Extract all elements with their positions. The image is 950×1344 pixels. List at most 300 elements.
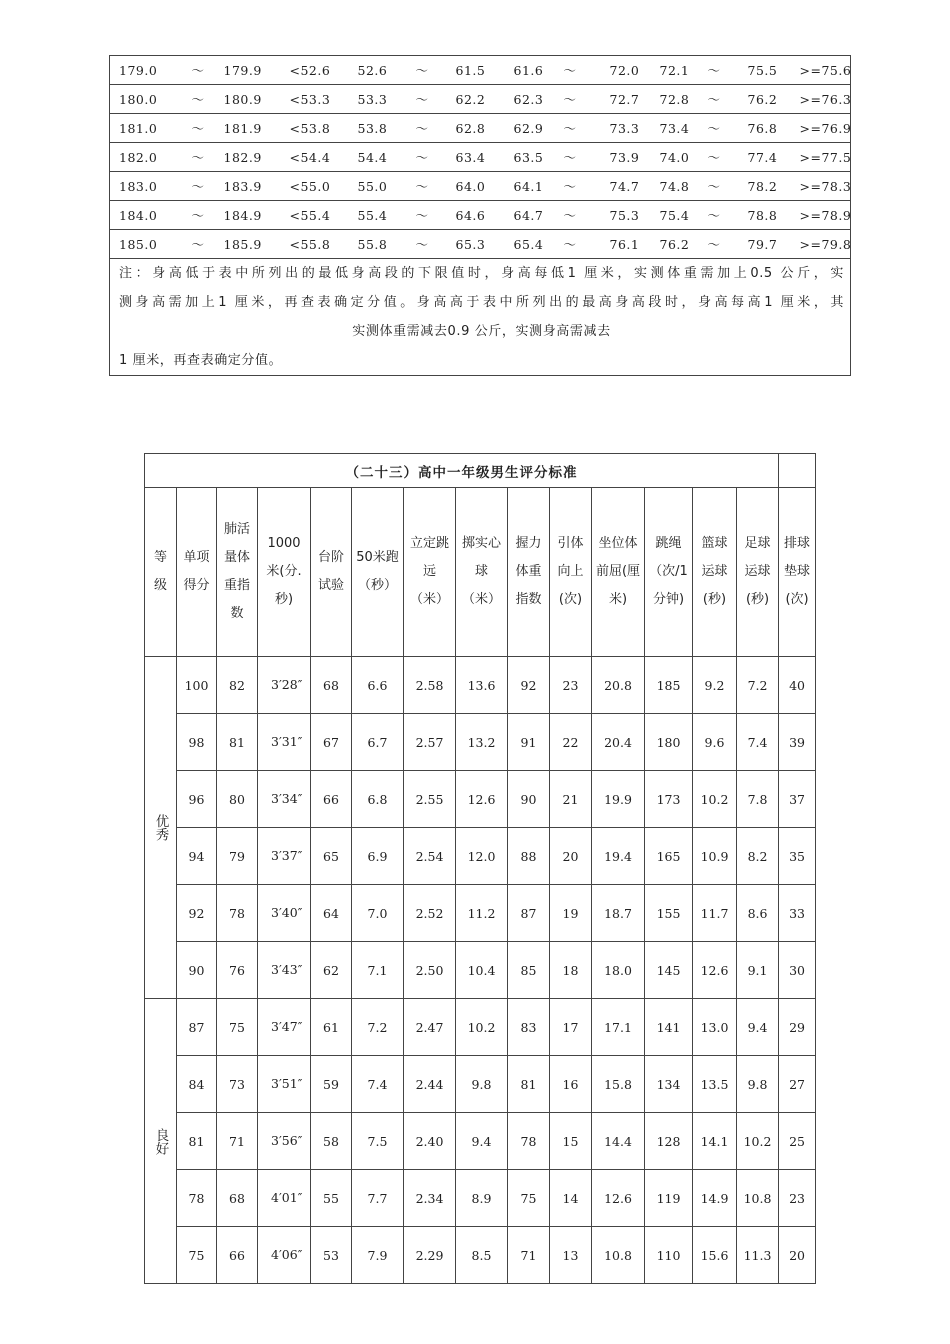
cell-run50: 7.2 [352, 999, 404, 1056]
column-header [311, 488, 352, 657]
cell-rope: 110 [645, 1227, 693, 1284]
time-value: 3′37″ [271, 848, 303, 863]
column-header-label: 1000米(分.秒) [266, 536, 302, 607]
column-header-label: 掷实心球（米） [461, 536, 501, 607]
table-cell: 77.4 [739, 143, 791, 172]
scoring-table-body [145, 657, 816, 1284]
column-header [779, 488, 816, 657]
cell-step: 68 [311, 657, 352, 714]
table-cell: 75.5 [739, 56, 791, 85]
table-cell: 78.8 [739, 201, 791, 230]
cell-jump: 2.29 [404, 1227, 456, 1284]
table-cell: ～ [555, 201, 601, 230]
table-cell: 74.0 [651, 143, 699, 172]
cell-score: 96 [177, 771, 217, 828]
cell-sitreach: 15.8 [592, 1056, 645, 1113]
cell-football: 7.4 [737, 714, 779, 771]
cell-pullup: 14 [550, 1170, 592, 1227]
table-cell: ～ [699, 230, 739, 259]
cell-grip: 75 [508, 1170, 550, 1227]
table-row [110, 143, 851, 172]
time-value: 4′06″ [271, 1247, 303, 1262]
column-header [592, 488, 645, 657]
cell-lung: 71 [217, 1113, 258, 1170]
cell-volleyball: 40 [779, 657, 816, 714]
table-cell: 62.9 [505, 114, 555, 143]
cell-run1000 [258, 1170, 311, 1227]
cell-volleyball: 30 [779, 942, 816, 999]
column-header-label: 单项得分 [183, 550, 210, 593]
table-cell: <55.4 [281, 201, 349, 230]
cell-basketball: 14.9 [693, 1170, 737, 1227]
table-cell: <55.8 [281, 230, 349, 259]
cell-step: 53 [311, 1227, 352, 1284]
cell-sitreach: 14.4 [592, 1113, 645, 1170]
cell-grip: 85 [508, 942, 550, 999]
note-row [110, 259, 851, 376]
table-cell: ～ [407, 114, 447, 143]
table-cell: 61.5 [447, 56, 505, 85]
cell-run50: 6.7 [352, 714, 404, 771]
cell-basketball: 13.5 [693, 1056, 737, 1113]
time-value: 3′47″ [271, 1019, 303, 1034]
cell-pullup: 22 [550, 714, 592, 771]
table-cell: 181.0 [110, 114, 183, 143]
cell-run50: 7.1 [352, 942, 404, 999]
cell-step: 65 [311, 828, 352, 885]
cell-ball: 12.0 [456, 828, 508, 885]
table-cell: 53.8 [349, 114, 407, 143]
cell-grip: 71 [508, 1227, 550, 1284]
cell-lung: 79 [217, 828, 258, 885]
cell-football: 8.2 [737, 828, 779, 885]
table-cell: 79.7 [739, 230, 791, 259]
cell-football: 7.8 [737, 771, 779, 828]
table-cell: 62.2 [447, 85, 505, 114]
note-line: 实测体重需减去0.9 公斤，实测身高需减去 [352, 324, 611, 339]
cell-ball: 8.9 [456, 1170, 508, 1227]
table-cell: <53.8 [281, 114, 349, 143]
cell-run1000 [258, 999, 311, 1056]
cell-jump: 2.47 [404, 999, 456, 1056]
cell-football: 8.6 [737, 885, 779, 942]
cell-grip: 88 [508, 828, 550, 885]
table-cell: 65.4 [505, 230, 555, 259]
table-cell: 76.1 [601, 230, 651, 259]
scoring-standard-table [144, 453, 816, 1284]
cell-ball: 10.4 [456, 942, 508, 999]
cell-run1000 [258, 1056, 311, 1113]
cell-jump: 2.58 [404, 657, 456, 714]
column-header-label: 篮球运球(秒) [701, 536, 728, 607]
time-value: 4′01″ [271, 1190, 303, 1205]
cell-football: 10.2 [737, 1113, 779, 1170]
time-value: 3′34″ [271, 791, 303, 806]
table-cell: 180.0 [110, 85, 183, 114]
cell-run50: 7.4 [352, 1056, 404, 1113]
table-cell: ～ [183, 230, 215, 259]
cell-lung: 66 [217, 1227, 258, 1284]
column-header [404, 488, 456, 657]
note-line: 测身高需加上1 厘米，再查表确定分值。身高高于表中所列出的最高身高段时，身高每高1 厘米，其 [119, 295, 844, 310]
cell-lung: 81 [217, 714, 258, 771]
table-cell: ～ [183, 172, 215, 201]
note-line: 1 厘米，再查表确定分值。 [119, 353, 283, 368]
table-cell: 76.8 [739, 114, 791, 143]
cell-volleyball: 20 [779, 1227, 816, 1284]
cell-run1000 [258, 714, 311, 771]
cell-pullup: 13 [550, 1227, 592, 1284]
table-cell: 73.9 [601, 143, 651, 172]
cell-pullup: 19 [550, 885, 592, 942]
cell-jump: 2.50 [404, 942, 456, 999]
cell-rope: 180 [645, 714, 693, 771]
cell-run1000 [258, 942, 311, 999]
cell-score: 90 [177, 942, 217, 999]
table-cell: 63.5 [505, 143, 555, 172]
cell-lung: 76 [217, 942, 258, 999]
column-header-label: 排球垫球(次) [784, 536, 811, 607]
cell-run50: 6.8 [352, 771, 404, 828]
table-cell: 180.9 [215, 85, 281, 114]
table-row [145, 714, 816, 771]
table-cell: 55.4 [349, 201, 407, 230]
table-cell: ～ [183, 114, 215, 143]
cell-jump: 2.44 [404, 1056, 456, 1113]
table-cell: 63.4 [447, 143, 505, 172]
column-header [737, 488, 779, 657]
cell-jump: 2.52 [404, 885, 456, 942]
cell-grip: 90 [508, 771, 550, 828]
cell-run50: 7.0 [352, 885, 404, 942]
column-header-label: 跳绳（次/1分钟) [649, 536, 688, 607]
cell-volleyball: 25 [779, 1113, 816, 1170]
table-cell: 75.3 [601, 201, 651, 230]
table-row [145, 1170, 816, 1227]
cell-ball: 12.6 [456, 771, 508, 828]
cell-score: 100 [177, 657, 217, 714]
cell-football: 10.8 [737, 1170, 779, 1227]
table-note [110, 259, 851, 376]
column-header-label: 立定跳远（米） [409, 536, 449, 607]
table-cell: ～ [699, 85, 739, 114]
table-cell: ～ [407, 172, 447, 201]
table-cell: >=75.6 [791, 56, 851, 85]
table-cell: 64.1 [505, 172, 555, 201]
cell-football: 9.1 [737, 942, 779, 999]
time-value: 3′51″ [271, 1076, 303, 1091]
cell-run50: 6.6 [352, 657, 404, 714]
table-cell: >=77.5 [791, 143, 851, 172]
table-cell: ～ [407, 143, 447, 172]
table-cell: 64.6 [447, 201, 505, 230]
column-header-label: 肺活量体重指数 [223, 522, 250, 621]
cell-step: 62 [311, 942, 352, 999]
table-row [145, 942, 816, 999]
cell-jump: 2.55 [404, 771, 456, 828]
cell-sitreach: 17.1 [592, 999, 645, 1056]
table-cell: >=78.3 [791, 172, 851, 201]
cell-jump: 2.54 [404, 828, 456, 885]
cell-step: 59 [311, 1056, 352, 1113]
table-cell: 73.3 [601, 114, 651, 143]
table-cell: 54.4 [349, 143, 407, 172]
table-cell: 75.4 [651, 201, 699, 230]
table-cell: 185.0 [110, 230, 183, 259]
table-cell: <53.3 [281, 85, 349, 114]
table-cell: 73.4 [651, 114, 699, 143]
cell-run1000 [258, 1227, 311, 1284]
cell-score: 75 [177, 1227, 217, 1284]
cell-run1000 [258, 771, 311, 828]
cell-score: 87 [177, 999, 217, 1056]
table-cell: ～ [407, 230, 447, 259]
cell-basketball: 13.0 [693, 999, 737, 1056]
table-cell: 65.3 [447, 230, 505, 259]
cell-basketball: 12.6 [693, 942, 737, 999]
cell-grip: 78 [508, 1113, 550, 1170]
cell-lung: 68 [217, 1170, 258, 1227]
cell-step: 64 [311, 885, 352, 942]
cell-ball: 8.5 [456, 1227, 508, 1284]
cell-ball: 9.4 [456, 1113, 508, 1170]
table-cell: 182.9 [215, 143, 281, 172]
table-cell: ～ [183, 201, 215, 230]
column-header-label: 引体向上(次) [557, 536, 584, 607]
table-cell: 62.8 [447, 114, 505, 143]
table-cell: 78.2 [739, 172, 791, 201]
cell-football: 7.2 [737, 657, 779, 714]
cell-rope: 119 [645, 1170, 693, 1227]
time-value: 3′40″ [271, 905, 303, 920]
cell-step: 58 [311, 1113, 352, 1170]
cell-pullup: 21 [550, 771, 592, 828]
table-cell: 52.6 [349, 56, 407, 85]
cell-run50: 7.7 [352, 1170, 404, 1227]
table-cell: ～ [555, 56, 601, 85]
time-value: 3′56″ [271, 1133, 303, 1148]
table-cell: 72.0 [601, 56, 651, 85]
cell-pullup: 15 [550, 1113, 592, 1170]
cell-basketball: 11.7 [693, 885, 737, 942]
table-cell: ～ [699, 114, 739, 143]
cell-pullup: 16 [550, 1056, 592, 1113]
cell-step: 55 [311, 1170, 352, 1227]
cell-basketball: 9.6 [693, 714, 737, 771]
cell-ball: 9.8 [456, 1056, 508, 1113]
cell-step: 66 [311, 771, 352, 828]
cell-rope: 134 [645, 1056, 693, 1113]
table-row [145, 1113, 816, 1170]
cell-volleyball: 27 [779, 1056, 816, 1113]
table-cell: ～ [555, 143, 601, 172]
cell-basketball: 14.1 [693, 1113, 737, 1170]
column-header [550, 488, 592, 657]
cell-score: 98 [177, 714, 217, 771]
cell-jump: 2.34 [404, 1170, 456, 1227]
cell-step: 67 [311, 714, 352, 771]
column-header [693, 488, 737, 657]
cell-rope: 165 [645, 828, 693, 885]
column-header [258, 488, 311, 657]
cell-run1000 [258, 657, 311, 714]
column-header-label: 足球运球(秒) [744, 536, 771, 607]
table-title-row [145, 454, 816, 488]
table-cell: 179.9 [215, 56, 281, 85]
cell-rope: 155 [645, 885, 693, 942]
table-cell: 74.7 [601, 172, 651, 201]
column-header [145, 488, 177, 657]
cell-step: 61 [311, 999, 352, 1056]
cell-run50: 7.9 [352, 1227, 404, 1284]
column-header-label: 台阶试验 [317, 550, 344, 593]
cell-ball: 11.2 [456, 885, 508, 942]
table-cell: 61.6 [505, 56, 555, 85]
table-cell: ～ [699, 143, 739, 172]
table-header-row [145, 488, 816, 657]
cell-football: 9.4 [737, 999, 779, 1056]
table-cell: ～ [183, 85, 215, 114]
table-row [145, 1056, 816, 1113]
cell-sitreach: 18.0 [592, 942, 645, 999]
grade-label: 良好 [145, 999, 177, 1284]
cell-grip: 81 [508, 1056, 550, 1113]
cell-grip: 91 [508, 714, 550, 771]
cell-run1000 [258, 828, 311, 885]
cell-lung: 82 [217, 657, 258, 714]
table-row [145, 828, 816, 885]
time-value: 3′31″ [271, 734, 303, 749]
table-cell: >=76.9 [791, 114, 851, 143]
height-weight-table-body [110, 56, 851, 259]
column-header [352, 488, 404, 657]
cell-football: 9.8 [737, 1056, 779, 1113]
table-cell: 74.8 [651, 172, 699, 201]
table-cell: 181.9 [215, 114, 281, 143]
table-cell: 62.3 [505, 85, 555, 114]
table-cell: 72.8 [651, 85, 699, 114]
cell-volleyball: 37 [779, 771, 816, 828]
cell-basketball: 10.2 [693, 771, 737, 828]
cell-lung: 78 [217, 885, 258, 942]
table-cell: ～ [555, 85, 601, 114]
note-line: 注：身高低于表中所列出的最低身高段的下限值时，身高每低1 厘米，实测体重需加上0.5 公斤，实 [119, 266, 844, 281]
cell-run1000 [258, 1113, 311, 1170]
cell-score: 84 [177, 1056, 217, 1113]
table-cell: >=78.9 [791, 201, 851, 230]
table-cell: >=76.3 [791, 85, 851, 114]
column-header-label: 握力体重指数 [515, 536, 542, 607]
cell-lung: 73 [217, 1056, 258, 1113]
cell-jump: 2.40 [404, 1113, 456, 1170]
cell-basketball: 10.9 [693, 828, 737, 885]
cell-pullup: 17 [550, 999, 592, 1056]
cell-grip: 87 [508, 885, 550, 942]
table-cell: 179.0 [110, 56, 183, 85]
table-cell: 72.7 [601, 85, 651, 114]
cell-volleyball: 23 [779, 1170, 816, 1227]
table-cell: ～ [699, 172, 739, 201]
table-cell: <55.0 [281, 172, 349, 201]
cell-volleyball: 33 [779, 885, 816, 942]
table-row [145, 999, 816, 1056]
cell-sitreach: 18.7 [592, 885, 645, 942]
cell-score: 92 [177, 885, 217, 942]
cell-rope: 185 [645, 657, 693, 714]
cell-rope: 141 [645, 999, 693, 1056]
cell-run50: 7.5 [352, 1113, 404, 1170]
cell-score: 78 [177, 1170, 217, 1227]
table-cell: 184.9 [215, 201, 281, 230]
table-cell: ～ [555, 172, 601, 201]
table-row [110, 85, 851, 114]
table-cell: 184.0 [110, 201, 183, 230]
table-row [110, 172, 851, 201]
cell-pullup: 20 [550, 828, 592, 885]
cell-ball: 13.6 [456, 657, 508, 714]
column-header [456, 488, 508, 657]
cell-score: 94 [177, 828, 217, 885]
cell-sitreach: 19.4 [592, 828, 645, 885]
column-header-label: 50米跑（秒） [356, 550, 399, 593]
column-header [217, 488, 258, 657]
table-cell: 53.3 [349, 85, 407, 114]
table-cell: 182.0 [110, 143, 183, 172]
cell-grip: 83 [508, 999, 550, 1056]
cell-volleyball: 35 [779, 828, 816, 885]
table-cell: ～ [555, 114, 601, 143]
cell-ball: 10.2 [456, 999, 508, 1056]
table-cell: 55.0 [349, 172, 407, 201]
table-row [110, 56, 851, 85]
cell-volleyball: 29 [779, 999, 816, 1056]
table-cell: ～ [555, 230, 601, 259]
cell-jump: 2.57 [404, 714, 456, 771]
column-header [177, 488, 217, 657]
table-cell: 72.1 [651, 56, 699, 85]
title-empty-cell [779, 454, 816, 488]
table-cell: ～ [407, 201, 447, 230]
table-row [145, 771, 816, 828]
table-cell: 183.9 [215, 172, 281, 201]
cell-sitreach: 12.6 [592, 1170, 645, 1227]
table-cell: 64.0 [447, 172, 505, 201]
cell-football: 11.3 [737, 1227, 779, 1284]
cell-sitreach: 19.9 [592, 771, 645, 828]
table-cell: 183.0 [110, 172, 183, 201]
cell-sitreach: 10.8 [592, 1227, 645, 1284]
grade-label: 优秀 [145, 657, 177, 999]
cell-pullup: 23 [550, 657, 592, 714]
table-cell: <52.6 [281, 56, 349, 85]
table-cell: 76.2 [651, 230, 699, 259]
cell-lung: 75 [217, 999, 258, 1056]
table-cell: 64.7 [505, 201, 555, 230]
cell-score: 81 [177, 1113, 217, 1170]
height-weight-table [109, 55, 851, 376]
table-cell: ～ [699, 56, 739, 85]
cell-pullup: 18 [550, 942, 592, 999]
table-row [145, 657, 816, 714]
cell-lung: 80 [217, 771, 258, 828]
column-header-label: 等级 [153, 550, 167, 593]
table-row [145, 885, 816, 942]
table-cell: ～ [183, 143, 215, 172]
column-header [645, 488, 693, 657]
table-cell: ～ [699, 201, 739, 230]
table-row [110, 230, 851, 259]
table-cell: >=79.8 [791, 230, 851, 259]
